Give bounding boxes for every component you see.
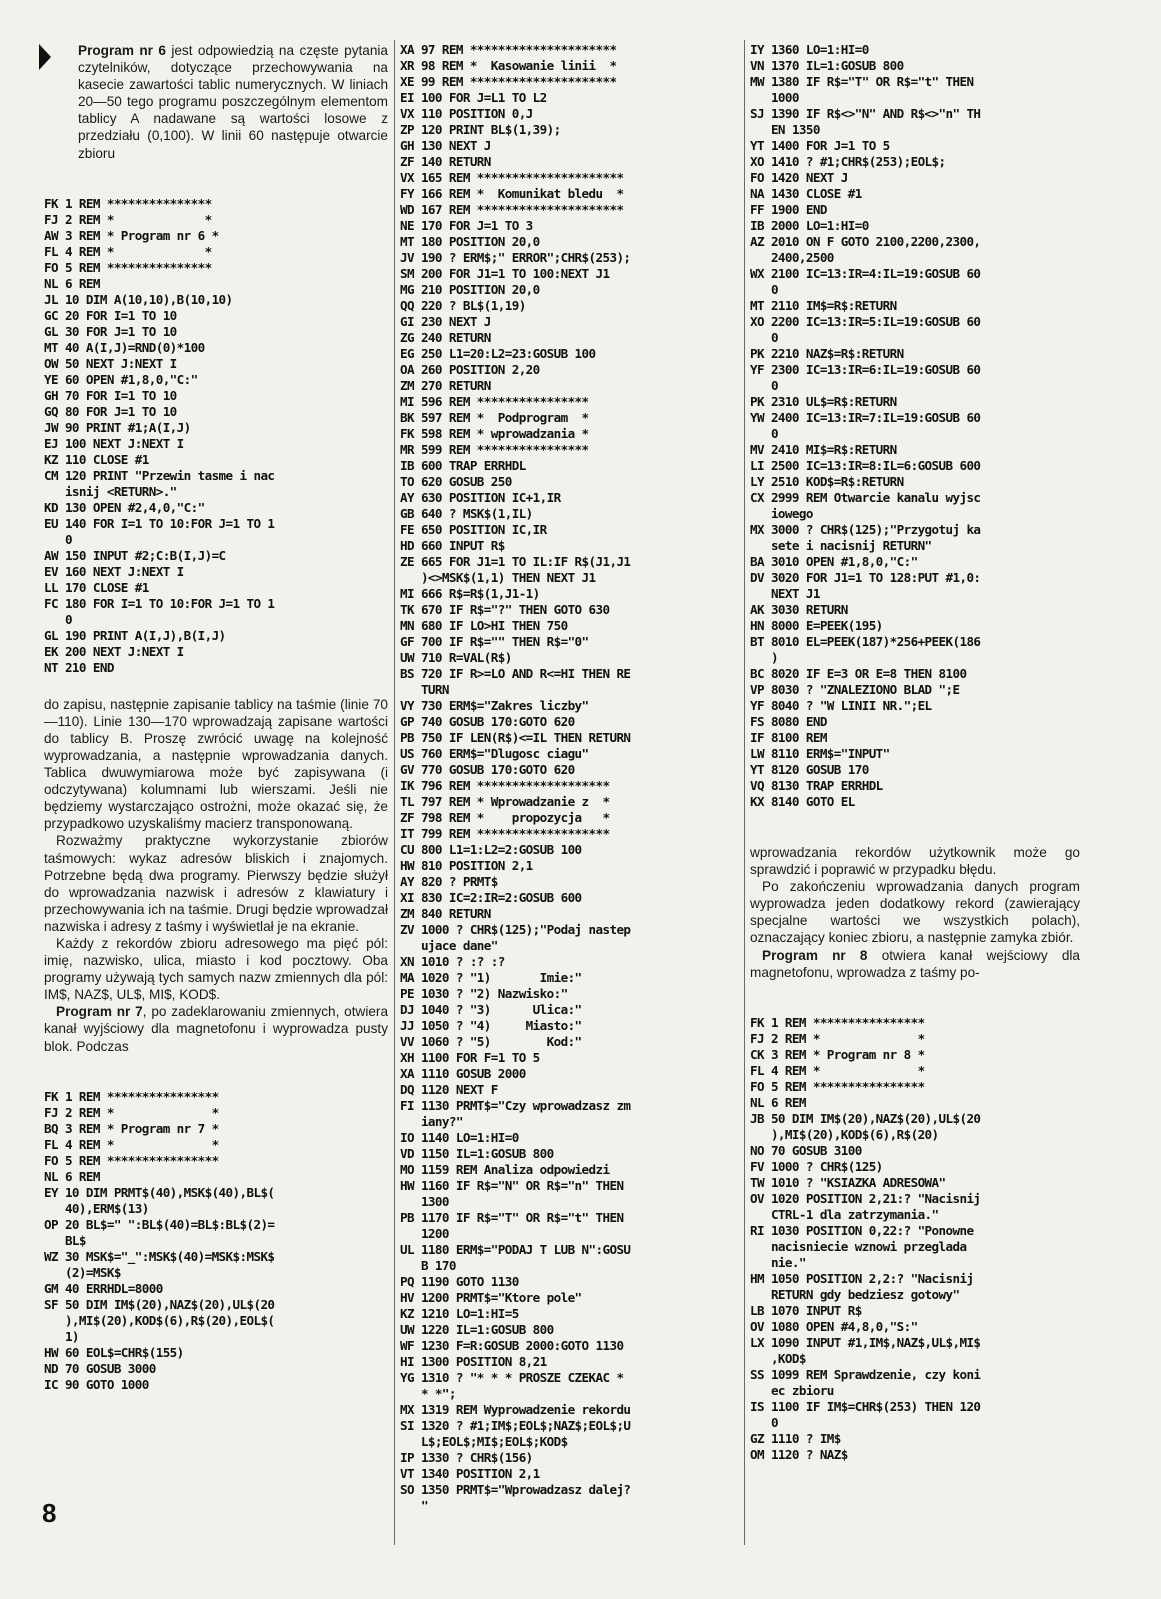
column-1: [44, 42, 388, 1393]
paragraph-2: do zapisu, następnie zapisanie tablicy na taśmie (linie 70—110). Linie 130—170 wprowadzają zapisane wartości do tablicy B. Proszę zwrócić uwagę na kolejność wyprowadzania, a następnie wprowadzania danych. Tablica dwuwymiarowa może być zapisywana (i odczytywana) kolumnami lub wierszami. Jeśli nie będziemy wystarczająco ostrożni, może okazać się, że przypadkowo uzyskaliśmy macierz transponowaną.: [44, 696, 388, 832]
paragraph-5-text: , po zadeklarowaniu zmiennych, otwiera kanał wyjściowy dla magnetofonu i wyprowadza pusty blok. Podczas: [44, 1004, 389, 1054]
program7-listing-end: IY 1360 LO=1:HI=0 VN 1370 IL=1:GOSUB 800 MW 1380 IF R$="T" OR R$="t" THEN 1000 SJ 1390 IF R$<>"N" AND R$<>"n" TH EN 1350 YT 1400 FOR J=1 TO 5 XO 1410 ? #1;CHR$(253);EOL$; FO 1420 NEXT J NA 1430 CLOSE #1 FF 1900 END IB 2000 LO=1:HI=0 AZ 2010 ON F GOTO 2100,2200,2300, 2400,2500 WX 2100 IC=13:IR=4:IL=19:GOSUB 60 0 MT 2110 IM$=R$:RETURN XO 2200 IC=13:IR=5:IL=19:GOSUB 60 0 PK 2210 NAZ$=R$:RETURN YF 2300 IC=13:IR=6:IL=19:GOSUB 60 0 PK 2310 UL$=R$:RETURN YW 2400 IC=13:IR=7:IL=19:GOSUB 60 0 MV 2410 MI$=R$:RETURN LI 2500 IC=13:IR=8:IL=6:GOSUB 600 LY 2510 KOD$=R$:RETURN CX 2999 REM Otwarcie kanalu wyjsc iowego MX 3000 ? CHR$(125);"Przygotuj ka sete i nacisnij RETURN" BA 3010 OPEN #1,8,0,"C:" DV 3020 FOR J1=1 TO 128:PUT #1,0: NEXT J1 AK 3030 RETURN HN 8000 E=PEEK(195) BT 8010 EL=PEEK(187)*256+PEEK(186 ) BC 8020 IF E=3 OR E=8 THEN 8100 VP 8030 ? "ZNALEZIONO BLAD ";E YF 8040 ? "W LINII NR.";EL FS 8080 END IF 8100 REM LW 8110 ERM$="INPUT" YT 8120 GOSUB 170 VQ 8130 TRAP ERRHDL KX 8140 GOTO EL: [750, 42, 981, 809]
program7-listing-middle: XA 97 REM ********************* XR 98 REM * Kasowanie linii * XE 99 REM ********************* EI 100 FOR J=L1 TO L2 VX 110 POSITION 0,J ZP 120 PRINT BL$(1,39); GH 130 NEXT J ZF 140 RETURN VX 165 REM ********************* FY 166 REM * Komunikat bledu * WD 167 REM ********************* NE 170 FOR J=1 TO 3 MT 180 POSITION 20,0 JV 190 ? ERM$;" ERROR";CHR$(253); SM 200 FOR J1=1 TO 100:NEXT J1 MG 210 POSITION 20,0 QQ 220 ? BL$(1,19) GI 230 NEXT J ZG 240 RETURN EG 250 L1=20:L2=23:GOSUB 100 OA 260 POSITION 2,20 ZM 270 RETURN MI 596 REM **************** BK 597 REM * Podprogram * FK 598 REM * wprowadzania * MR 599 REM **************** IB 600 TRAP ERRHDL TO 620 GOSUB 250 AY 630 POSITION IC+1,IR GB 640 ? MSK$(1,IL) FE 650 POSITION IC,IR HD 660 INPUT R$ ZE 665 FOR J1=1 TO IL:IF R$(J1,J1 )<>MSK$(1,1) THEN NEXT J1 MI 666 R$=R$(1,J1-1) TK 670 IF R$="?" THEN GOTO 630 MN 680 IF LO>HI THEN 750 GF 700 IF R$="" THEN R$="0" UW 710 R=VAL(R$) BS 720 IF R>=LO AND R<=HI THEN RE TURN VY 730 ERM$="Zakres liczby" GP 740 GOSUB 170:GOTO 620 PB 750 IF LEN(R$)<=IL THEN RETURN US 760 ERM$="Dlugosc ciagu" GV 770 GOSUB 170:GOTO 620 IK 796 REM ******************* TL 797 REM * Wprowadzanie z * ZF 798 REM * propozycja * IT 799 REM ******************* CU 800 L1=1:L2=2:GOSUB 100 HW 810 POSITION 2,1 AY 820 ? PRMT$ XI 830 IC=2:IR=2:GOSUB 600 ZM 840 RETURN ZV 1000 ? CHR$(125);"Podaj nastep ujace dane" XN 1010 ? :? :? MA 1020 ? "1) Imie:" PE 1030 ? "2) Nazwisko:" DJ 1040 ? "3) Ulica:" JJ 1050 ? "4) Miasto:" VV 1060 ? "5) Kod:" XH 1100 FOR F=1 TO 5 XA 1110 GOSUB 2000 DQ 1120 NEXT F FI 1130 PRMT$="Czy wprowadzasz zm iany?" IO 1140 LO=1:HI=0 VD 1150 IL=1:GOSUB 800 MO 1159 REM Analiza odpowiedzi HW 1160 IF R$="N" OR R$="n" THEN 1300 PB 1170 IF R$="T" OR R$="t" THEN 1200 UL 1180 ERM$="PODAJ T LUB N":GOSU B 170 PQ 1190 GOTO 1130 HV 1200 PRMT$="Ktore pole" KZ 1210 LO=1:HI=5 UW 1220 IL=1:GOSUB 800 WF 1230 F=R:GOSUB 2000:GOTO 1130 HI 1300 POSITION 8,21 YG 1310 ? "* * * PROSZE CZEKAC * * *"; MX 1319 REM Wyprowadzenie rekordu SI 1320 ? #1;IM$;EOL$;NAZ$;EOL$;U L$;EOL$;MI$;EOL$;KOD$ IP 1330 ? CHR$(156) VT 1340 POSITION 2,1 SO 1350 PRMT$="Wprowadzasz dalej? ": [400, 42, 631, 1513]
program7-listing-start: FK 1 REM **************** FJ 2 REM * * BQ 3 REM * Program nr 7 * FL 4 REM * * FO 5 REM **************** NL 6 REM EY 10 DIM PRMT$(40),MSK$(40),BL$( 40),ERM$(13) OP 20 BL$=" ":BL$(40)=BL$:BL$(2)= BL$ WZ 30 MSK$="_":MSK$(40)=MSK$:MSK$ (2)=MSK$ GM 40 ERRHDL=8000 SF 50 DIM IM$(20),NAZ$(20),UL$(20 ),MI$(20),KOD$(6),R$(20),EOL$( 1) HW 60 EOL$=CHR$(155) ND 70 GOSUB 3000 IC 90 GOTO 1000: [44, 1088, 275, 1392]
paragraph-8-text: otwiera kanał wejściowy dla magnetofonu, wprowadza z taśmy po-: [750, 947, 1080, 980]
paragraph-4: Każdy z rekordów zbioru adresowego ma pięć pól: imię, nazwisko, ulica, miasto i kod pocztowy. Oba programy używają tych samych nazw zmiennych dla pól: IM$, NAZ$, UL$, MI$, KOD$.: [44, 935, 388, 1003]
program8-label: Program nr 8: [762, 947, 868, 963]
column-3: [750, 42, 1080, 1463]
program6-listing: FK 1 REM *************** FJ 2 REM * * AW 3 REM * Program nr 6 * FL 4 REM * * FO 5 REM *************** NL 6 REM JL 10 DIM A(10,10),B(10,10) GC 20 FOR I=1 TO 10 GL 30 FOR J=1 TO 10 MT 40 A(I,J)=RND(0)*100 OW 50 NEXT J:NEXT I YE 60 OPEN #1,8,0,"C:" GH 70 FOR I=1 TO 10 GQ 80 FOR J=1 TO 10 JW 90 PRINT #1;A(I,J) EJ 100 NEXT J:NEXT I KZ 110 CLOSE #1 CM 120 PRINT "Przewin tasme i nac isnij <RETURN>." KD 130 OPEN #2,4,0,"C:" EU 140 FOR I=1 TO 10:FOR J=1 TO 1 0 AW 150 INPUT #2;C:B(I,J)=C EV 160 NEXT J:NEXT I LL 170 CLOSE #1 FC 180 FOR I=1 TO 10:FOR J=1 TO 1 0 GL 190 PRINT A(I,J),B(I,J) EK 200 NEXT J:NEXT I NT 210 END: [44, 195, 275, 675]
prose-block-2: [750, 844, 1080, 981]
program8-listing: FK 1 REM **************** FJ 2 REM * * CK 3 REM * Program nr 8 * FL 4 REM * * FO 5 REM **************** NL 6 REM JB 50 DIM IM$(20),NAZ$(20),UL$(20 ),MI$(20),KOD$(6),R$(20) NO 70 GOSUB 3100 FV 1000 ? CHR$(125) TW 1010 ? "KSIAZKA ADRESOWA" OV 1020 POSITION 2,21:? "Nacisnij CTRL-1 dla zatrzymania." RI 1030 POSITION 0,22:? "Ponowne nacisniecie wznowi przeglada nie." HM 1050 POSITION 2,2:? "Nacisnij RETURN gdy bedziesz gotowy" LB 1070 INPUT R$ OV 1080 OPEN #4,8,0,"S:" LX 1090 INPUT #1,IM$,NAZ$,UL$,MI$ ,KOD$ SS 1099 REM Sprawdzenie, czy koni ec zbioru IS 1100 IF IM$=CHR$(253) THEN 120 0 GZ 1110 ? IM$ OM 1120 ? NAZ$: [750, 1014, 981, 1462]
prose-block-1: [44, 696, 388, 1055]
intro-text-1: jest odpowiedzią na częste pytania czytelników, dotyczące przechowywania na kasecie zawartości tablic numerycznych. W liniach 20—50 tego programu poszczególnym elementom tablicy A nadawane są wartości losowe z przedziału (0,100). W linii 60 następuje otwarcie zbioru: [78, 43, 388, 161]
paragraph-5: [44, 1003, 388, 1054]
paragraph-6: wprowadzania rekordów użytkownik może go sprawdzić i poprawić w przypadku błędu.: [750, 845, 1080, 878]
paragraph-8: [750, 947, 1080, 981]
program7-label: Program nr 7: [56, 1004, 143, 1020]
intro-paragraph-1: [44, 42, 388, 162]
paragraph-7: Po zakończeniu wprowadzania danych program wyprowadza jeden dodatkowy rekord (zawierający specjalne wartości we wszystkich polach), oznaczający koniec zbioru, a następnie zamyka zbiór.: [750, 879, 1080, 946]
program6-label: Program nr 6: [78, 43, 166, 58]
paragraph-3: Rozważmy praktyczne wykorzystanie zbiorów taśmowych: wykaz adresów bliskich i znajomych. Potrzebne będą dwa programy. Pierwszy będzie służył do wprowadzania nazwisk i adresów z klawiatury i przechowywania ich na taśmie. Drugi będzie wprowadzał nazwiska i adresy z taśmy i wyświetlał je na ekranie.: [44, 833, 388, 934]
column-2: [400, 42, 738, 1514]
column-rule-2: [744, 40, 745, 1545]
page-number: 8: [42, 1498, 57, 1528]
column-rule-1: [394, 40, 395, 1545]
